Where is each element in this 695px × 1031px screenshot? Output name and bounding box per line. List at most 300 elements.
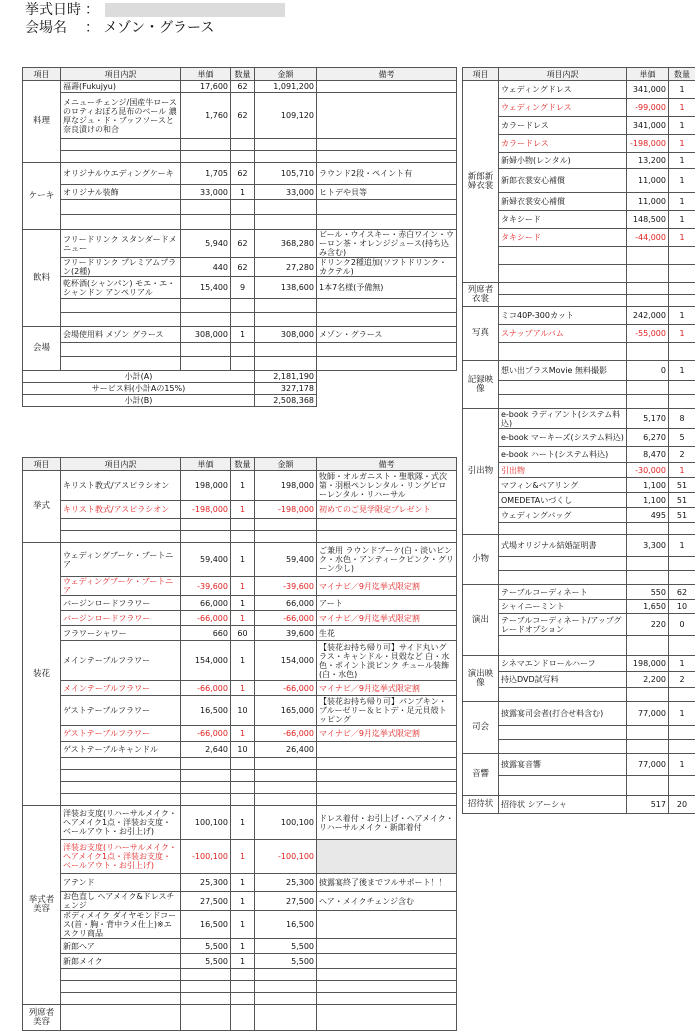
quantity <box>231 519 255 531</box>
quantity <box>669 247 695 265</box>
table-row <box>23 874 457 892</box>
table-row <box>23 313 457 327</box>
table-row <box>23 185 457 200</box>
item-name: 洋装お支度(リハーサルメイク・ヘアメイク1点・洋装お支度・ベールアウト・お引上げ) <box>61 840 181 874</box>
remarks <box>317 93 457 139</box>
item-name: フリードリンク プレミアムプラン(2種) <box>61 258 181 277</box>
item-name: 福壽(Fukujyu) <box>61 81 181 93</box>
remarks: メゾン・グラース <box>317 327 457 343</box>
item-name <box>61 299 181 313</box>
quantity: 1 <box>669 117 695 135</box>
unit-price: 66,000 <box>181 596 231 611</box>
column-header: 項目 <box>23 68 61 81</box>
item-name <box>61 993 181 1005</box>
amount: 308,000 <box>255 327 317 343</box>
unit-price: -66,000 <box>181 726 231 742</box>
unit-price: 148,500 <box>627 211 669 229</box>
quantity: 1 <box>669 307 695 325</box>
unit-price <box>181 758 231 770</box>
wedding-date-label: 挙式日時 <box>25 2 85 18</box>
column-header: 単価 <box>627 68 669 81</box>
quantity: 1 <box>669 325 695 343</box>
quantity: 2 <box>669 672 695 688</box>
quantity <box>669 688 695 702</box>
table-row <box>23 258 457 277</box>
amount: -66,000 <box>255 726 317 742</box>
table-row <box>23 577 457 596</box>
remarks: マイナビ／9月迄挙式限定割 <box>317 611 457 626</box>
unit-price <box>181 794 231 806</box>
item-name <box>61 139 181 151</box>
remarks <box>317 840 457 874</box>
item-name <box>61 200 181 215</box>
redacted-date <box>105 3 285 17</box>
table-row <box>23 758 457 770</box>
header-row <box>463 68 695 81</box>
category-cell: 記録映像 <box>463 361 499 409</box>
column-header: 数量 <box>669 68 695 81</box>
quantity <box>231 215 255 230</box>
remarks: ビール・ウイスキー・赤白ワイン・ウーロン茶・オレンジジュース(持ち込み含む) <box>317 230 457 258</box>
unit-price: 8,470 <box>627 447 669 463</box>
unit-price: 495 <box>627 508 669 523</box>
costume-items-table <box>462 67 695 814</box>
item-name <box>61 343 181 357</box>
amount: 138,600 <box>255 277 317 299</box>
category-cell: 小物 <box>463 535 499 585</box>
unit-price <box>181 151 231 163</box>
table-row <box>23 641 457 681</box>
amount <box>255 343 317 357</box>
amount: 33,000 <box>255 185 317 200</box>
quantity: 10 <box>231 742 255 758</box>
unit-price: 25,300 <box>181 874 231 892</box>
item-name <box>499 265 627 283</box>
quantity <box>231 758 255 770</box>
unit-price <box>181 299 231 313</box>
category-cell: 招待状 <box>463 796 499 814</box>
table-row <box>23 892 457 911</box>
unit-price <box>181 343 231 357</box>
item-name: カラードレス <box>499 117 627 135</box>
unit-price: 220 <box>627 614 669 636</box>
quantity: 1 <box>231 874 255 892</box>
unit-price <box>627 726 669 740</box>
quantity: 51 <box>669 508 695 523</box>
table-row <box>23 357 457 371</box>
unit-price <box>181 1005 231 1031</box>
table-row <box>23 277 457 299</box>
table-row <box>463 535 695 557</box>
column-header: 金額 <box>255 458 317 471</box>
unit-price <box>181 139 231 151</box>
item-name: 持込DVD試写料 <box>499 672 627 688</box>
category-cell: 引出物 <box>463 409 499 535</box>
unit-price: -66,000 <box>181 681 231 696</box>
subtotal-row <box>23 383 457 395</box>
amount <box>255 151 317 163</box>
unit-price <box>181 770 231 782</box>
unit-price: 16,500 <box>181 696 231 726</box>
unit-price <box>181 313 231 327</box>
quantity: 62 <box>231 93 255 139</box>
table-row <box>23 954 457 969</box>
item-name: メニューチェンジ/国産牛ロースのロティおぼろ昆布のベール 濃厚なジュ・ド・ブッフソースと奈良漬けの和合 <box>61 93 181 139</box>
quantity: 1 <box>669 99 695 117</box>
amount: 100,100 <box>255 806 317 840</box>
category-cell: 音響 <box>463 754 499 796</box>
quantity: 60 <box>231 626 255 641</box>
quantity <box>669 283 695 295</box>
item-name: 引出物 <box>499 463 627 478</box>
item-name <box>61 531 181 543</box>
quantity <box>231 200 255 215</box>
table-row <box>23 981 457 993</box>
remarks <box>317 742 457 758</box>
wedding-date-row <box>25 2 285 18</box>
unit-price: 5,500 <box>181 939 231 954</box>
quantity <box>231 794 255 806</box>
table-row <box>23 471 457 501</box>
item-name: ウェディングドレス <box>499 99 627 117</box>
quantity <box>669 295 695 307</box>
quantity <box>231 770 255 782</box>
remarks <box>317 794 457 806</box>
header-row <box>23 458 457 471</box>
subtotal-label: 小計(A) <box>23 371 255 383</box>
quantity: 5 <box>669 429 695 447</box>
remarks: 【装花お持ち帰り可】パンプキン・ブルーゼリー＆ヒトデ・足元貝殻トッピング <box>317 696 457 726</box>
unit-price <box>627 688 669 702</box>
header-separator: ： <box>85 20 99 36</box>
column-header: 項目内訳 <box>499 68 627 81</box>
remarks <box>317 357 457 371</box>
item-name: 新郎メイク <box>61 954 181 969</box>
table-row <box>463 307 695 325</box>
remarks <box>317 1005 457 1031</box>
amount <box>255 1005 317 1031</box>
remarks <box>317 782 457 794</box>
remarks <box>317 911 457 939</box>
table-row <box>23 81 457 93</box>
item-name: キリスト教式/アスピラシオン <box>61 501 181 519</box>
remarks: マイナビ／9月迄挙式限定割 <box>317 681 457 696</box>
item-name: 新郎ヘア <box>61 939 181 954</box>
unit-price: 33,000 <box>181 185 231 200</box>
quantity <box>231 981 255 993</box>
unit-price: 59,400 <box>181 543 231 577</box>
quantity: 10 <box>669 600 695 614</box>
quantity <box>669 557 695 571</box>
unit-price: 27,500 <box>181 892 231 911</box>
item-name: オリジナル装飾 <box>61 185 181 200</box>
unit-price <box>627 265 669 283</box>
remarks: 【装花お持ち帰り可】サイド丸いグラス・キャンドル・貝殻など 白・水色・ポイント淡ピンク チュール装飾(白・水色) <box>317 641 457 681</box>
table-row <box>23 611 457 626</box>
subtotal-amount: 2,181,190 <box>255 371 317 383</box>
unit-price: 0 <box>627 361 669 381</box>
unit-price: 11,000 <box>627 193 669 211</box>
remarks: 牧師・オルガニスト・聖歌隊・式次第・羽根ペンレンタル・リングピローレンタル・リハーサル <box>317 471 457 501</box>
quantity: 1 <box>231 185 255 200</box>
item-name: テーブルコーディネート/アップグレードオプション <box>499 614 627 636</box>
item-name: カラードレス <box>499 135 627 153</box>
category-cell: ケーキ <box>23 163 61 230</box>
table-row <box>23 993 457 1005</box>
remarks: 生花 <box>317 626 457 641</box>
unit-price: 100,100 <box>181 806 231 840</box>
unit-price: 242,000 <box>627 307 669 325</box>
unit-price <box>181 531 231 543</box>
remarks <box>317 531 457 543</box>
unit-price <box>627 636 669 656</box>
remarks <box>317 313 457 327</box>
quantity: 1 <box>231 939 255 954</box>
remarks: 初めてのご見学限定プレゼント <box>317 501 457 519</box>
quantity: 1 <box>231 681 255 696</box>
unit-price: -198,000 <box>627 135 669 153</box>
amount: -66,000 <box>255 611 317 626</box>
unit-price: 154,000 <box>181 641 231 681</box>
item-name: シャイニーミント <box>499 600 627 614</box>
item-name: ウェディングブーケ・ブートニア <box>61 543 181 577</box>
table-row <box>463 585 695 600</box>
amount: 198,000 <box>255 471 317 501</box>
amount: 1,091,200 <box>255 81 317 93</box>
quantity: 1 <box>669 153 695 169</box>
item-name <box>61 519 181 531</box>
table-row <box>463 754 695 776</box>
unit-price <box>181 200 231 215</box>
item-name <box>499 295 627 307</box>
quantity: 1 <box>231 840 255 874</box>
item-name <box>61 770 181 782</box>
amount <box>255 357 317 371</box>
column-header: 備考 <box>317 68 457 81</box>
quantity <box>669 636 695 656</box>
amount: 25,300 <box>255 874 317 892</box>
table-row <box>23 596 457 611</box>
quantity <box>231 313 255 327</box>
remarks: ドリンク2種追加(ソフトドリンク・カクテル) <box>317 258 457 277</box>
table-row <box>23 151 457 163</box>
table-row <box>23 840 457 874</box>
unit-price: 15,400 <box>181 277 231 299</box>
quantity: 62 <box>669 585 695 600</box>
item-name: メインテーブルフラワー <box>61 641 181 681</box>
quantity <box>231 993 255 1005</box>
quantity: 1 <box>231 543 255 577</box>
quantity <box>669 571 695 585</box>
table-row <box>463 702 695 726</box>
quantity: 1 <box>231 327 255 343</box>
amount: 66,000 <box>255 596 317 611</box>
remarks <box>317 151 457 163</box>
unit-price: -99,000 <box>627 99 669 117</box>
food-venue-table <box>22 67 457 407</box>
unit-price <box>181 357 231 371</box>
unit-price: -198,000 <box>181 501 231 519</box>
amount <box>255 969 317 981</box>
unit-price <box>181 993 231 1005</box>
column-header: 項目 <box>23 458 61 471</box>
unit-price: 13,200 <box>627 153 669 169</box>
remarks: ドレス着付・お引上げ・ヘアメイク・リハーサルメイク・新郎着付 <box>317 806 457 840</box>
unit-price: 5,170 <box>627 409 669 429</box>
remarks <box>317 969 457 981</box>
unit-price: 1,100 <box>627 478 669 493</box>
item-name <box>61 969 181 981</box>
item-name: 想い出プラスMovie 無料撮影 <box>499 361 627 381</box>
column-header: 数量 <box>231 68 255 81</box>
quantity <box>231 782 255 794</box>
amount <box>255 531 317 543</box>
unit-price: 2,640 <box>181 742 231 758</box>
table-row <box>463 283 695 295</box>
unit-price <box>627 343 669 361</box>
item-name: 乾杯酒(シャンパン) モエ・エ・シャンドン アンペリアル <box>61 277 181 299</box>
category-cell: 列席者美容 <box>23 1005 61 1031</box>
unit-price <box>627 740 669 754</box>
quantity <box>231 1005 255 1031</box>
unit-price: 3,300 <box>627 535 669 557</box>
remarks <box>317 519 457 531</box>
quantity: 8 <box>669 409 695 429</box>
unit-price: -39,600 <box>181 577 231 596</box>
item-name: ウェディングブーケ・ブートニア <box>61 577 181 596</box>
unit-price: 517 <box>627 796 669 814</box>
item-name: ゲストテーブルフラワー <box>61 726 181 742</box>
amount: 26,400 <box>255 742 317 758</box>
item-name: ゲストテーブルキャンドル <box>61 742 181 758</box>
item-name <box>61 1005 181 1031</box>
remarks: 1本7名様(予備無) <box>317 277 457 299</box>
category-cell: 料理 <box>23 81 61 163</box>
remarks <box>317 770 457 782</box>
unit-price: -100,100 <box>181 840 231 874</box>
quantity: 1 <box>231 806 255 840</box>
column-header: 項目 <box>463 68 499 81</box>
item-name <box>61 357 181 371</box>
item-name: オリジナルウエディングケーキ <box>61 163 181 185</box>
remarks: ラウンド2段・ペイント有 <box>317 163 457 185</box>
table-row <box>23 230 457 258</box>
column-header: 数量 <box>231 458 255 471</box>
table-row <box>23 969 457 981</box>
amount <box>255 981 317 993</box>
unit-price: 5,940 <box>181 230 231 258</box>
amount: 5,500 <box>255 954 317 969</box>
unit-price: 2,200 <box>627 672 669 688</box>
table-row <box>23 200 457 215</box>
unit-price: 77,000 <box>627 702 669 726</box>
item-name: タキシード <box>499 211 627 229</box>
quantity: 1 <box>231 611 255 626</box>
quantity: 1 <box>669 754 695 776</box>
unit-price: 17,600 <box>181 81 231 93</box>
remarks <box>317 299 457 313</box>
remarks <box>317 215 457 230</box>
amount: 368,280 <box>255 230 317 258</box>
item-name: ウェディングバッグ <box>499 508 627 523</box>
quantity <box>669 395 695 409</box>
item-name: フラワーシャワー <box>61 626 181 641</box>
quantity <box>231 969 255 981</box>
table-row <box>23 626 457 641</box>
item-name <box>61 313 181 327</box>
unit-price <box>627 247 669 265</box>
quantity <box>669 740 695 754</box>
quantity: 0 <box>669 614 695 636</box>
item-name: 式場オリジナル結婚証明書 <box>499 535 627 557</box>
item-name <box>61 782 181 794</box>
amount <box>255 139 317 151</box>
item-name: ボディメイク ダイヤモンドコース(首・胸・背中ラメ仕上)※エスクリ商品 <box>61 911 181 939</box>
item-name <box>499 343 627 361</box>
item-name: キリスト教式/アスピラシオン <box>61 471 181 501</box>
unit-price: 198,000 <box>627 656 669 672</box>
quantity: 51 <box>669 478 695 493</box>
amount: 59,400 <box>255 543 317 577</box>
category-cell: 演出映像 <box>463 656 499 702</box>
unit-price <box>627 395 669 409</box>
item-name: テーブルコーディネート <box>499 585 627 600</box>
table-row <box>23 93 457 139</box>
item-name <box>61 758 181 770</box>
table-row <box>463 409 695 429</box>
unit-price <box>181 519 231 531</box>
amount: 27,280 <box>255 258 317 277</box>
quantity: 1 <box>669 211 695 229</box>
unit-price: 5,500 <box>181 954 231 969</box>
unit-price: 16,500 <box>181 911 231 939</box>
subtotal-label: 小計(B) <box>23 395 255 407</box>
amount: 27,500 <box>255 892 317 911</box>
item-name <box>61 794 181 806</box>
unit-price <box>181 782 231 794</box>
column-header: 単価 <box>181 458 231 471</box>
table-row <box>23 681 457 696</box>
remarks <box>317 981 457 993</box>
item-name <box>499 571 627 585</box>
item-name: ゲストテーブルフラワー <box>61 696 181 726</box>
quantity <box>669 523 695 535</box>
remarks <box>317 343 457 357</box>
item-name <box>499 395 627 409</box>
unit-price <box>627 283 669 295</box>
category-cell: 演出 <box>463 585 499 656</box>
subtotal-amount: 327,178 <box>255 383 317 395</box>
amount <box>255 770 317 782</box>
unit-price: 550 <box>627 585 669 600</box>
item-name <box>61 215 181 230</box>
quantity <box>669 776 695 796</box>
table-row <box>23 519 457 531</box>
item-name: アテンド <box>61 874 181 892</box>
remarks: ヘア・メイクチェンジ含む <box>317 892 457 911</box>
category-cell: 新郎新婦衣裳 <box>463 81 499 283</box>
table-row <box>463 796 695 814</box>
unit-price: -55,000 <box>627 325 669 343</box>
subtotal-row <box>23 371 457 383</box>
subtotal-blank <box>317 371 457 383</box>
quantity <box>231 139 255 151</box>
table-row <box>23 770 457 782</box>
item-name: バージンロードフラワー <box>61 611 181 626</box>
unit-price: 1,100 <box>627 493 669 508</box>
table-row <box>23 531 457 543</box>
remarks <box>317 954 457 969</box>
